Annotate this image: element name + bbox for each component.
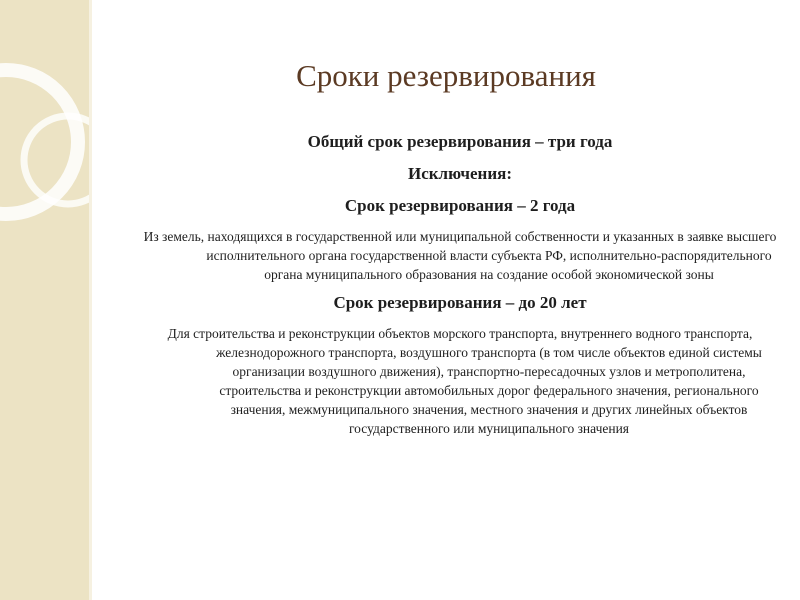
heading-two-years: Срок резервирования – 2 года [344, 196, 576, 215]
paragraph-two-years: Из земель, находящихся в государственной или муниципальной собственности и указанных в заявке высшего исполнительного органа государственной власти субъекта РФ, исполнительно-распорядительного органа муниципального образования на создание особой экономической зоны [143, 229, 777, 282]
heading-exceptions: Исключения: [407, 164, 513, 183]
heading-twenty-years: Срок резервирования – до 20 лет [333, 293, 587, 312]
heading-general-term: Общий срок резервирования – три года [307, 132, 613, 151]
slide-title: Сроки резервирования [296, 58, 596, 93]
decorative-side-band [0, 0, 89, 600]
slide-content [140, 131, 780, 446]
paragraph-twenty-years: Для строительства и реконструкции объектов морского транспорта, внутреннего водного транспорта, железнодорожного транспорта, воздушного транспорта (в том числе объектов единой системы организации воздушного движения), транспортно-пересадочных узлов и метрополитена, строительства и реконструкции автомобильных дорог федерального значения, регионального значения, межмуниципального значения, местного значения и других линейных объектов государственного или муниципального значения [167, 326, 762, 436]
decorative-rings-graphic [0, 0, 89, 600]
